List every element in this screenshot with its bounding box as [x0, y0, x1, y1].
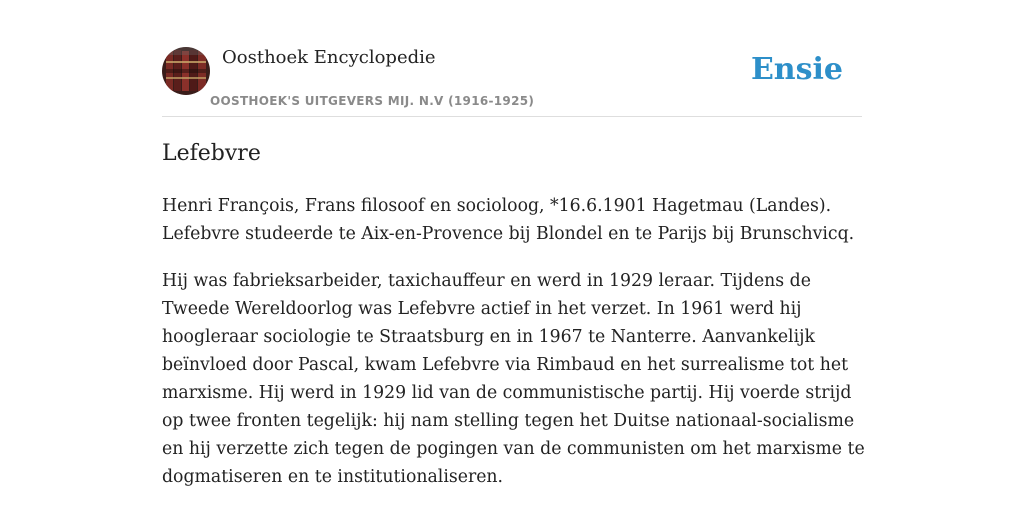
article-paragraph: Henri François, Frans filosoof en socioloog, *16.6.1901 Hagetmau (Landes). Lefebvre studeerde te Aix-en-Provence bij Blondel en te Parijs bij Brunschvicq. — [162, 196, 855, 244]
book-spines-icon[interactable] — [162, 47, 210, 95]
article-title: Lefebvre — [162, 141, 261, 166]
source-title[interactable]: Oosthoek Encyclopedie — [222, 47, 436, 68]
article-paragraph: Hij was fabrieksarbeider, taxichauffeur en werd in 1929 leraar. Tijdens de Tweede Wereldoorlog was Lefebvre actief in het verzet. In 1961 werd hij hoogleraar sociologie te Straatsburg en in 1967 te Nanterre. Aanvankelijk beïnvloed door Pascal, kwam Lefebvre via Rimbaud en het surrealisme tot het marxisme. Hij werd in 1929 lid van de communistische partij. Hij voerde strijd op twee fronten tegelijk: hij nam stelling tegen het Duitse nationaal-socialisme en hij verzette zich tegen de pogingen van de communisten om het marxisme te dogmatiseren en te institutionaliseren. — [162, 271, 865, 487]
article-body — [162, 192, 872, 510]
source-subtitle: OOSTHOEK'S UITGEVERS MIJ. N.V (1916-1925) — [210, 94, 535, 108]
source-header — [162, 46, 862, 117]
brand-logo[interactable]: Ensie — [750, 52, 843, 87]
